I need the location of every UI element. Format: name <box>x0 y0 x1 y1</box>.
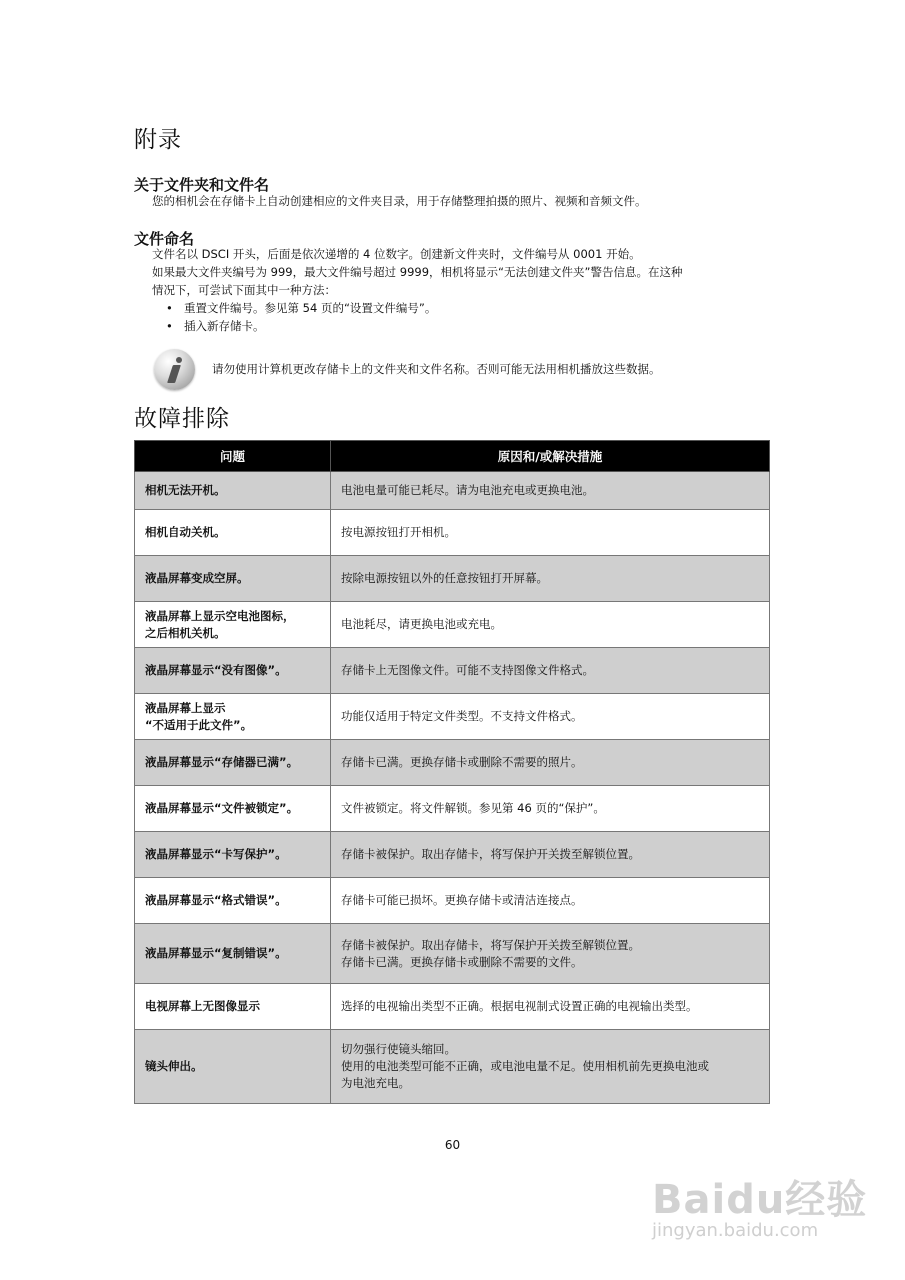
solution-text: 存储卡已满。更换存储卡或删除不需要的照片。 <box>341 755 583 769</box>
problem-cell <box>135 510 331 556</box>
solution-text: 存储卡可能已损坏。更换存储卡或清洁连接点。 <box>341 893 583 907</box>
solution-text: 选择的电视输出类型不正确。根据电视制式设置正确的电视输出类型。 <box>341 999 698 1013</box>
problem-text: 液晶屏幕显示“卡写保护”。 <box>145 847 287 861</box>
problem-cell <box>135 602 331 648</box>
problem-cell <box>135 786 331 832</box>
problem-text: 相机自动关机。 <box>145 525 226 539</box>
table-row <box>135 510 770 556</box>
solution-cell <box>331 556 770 602</box>
problem-cell <box>135 832 331 878</box>
table-row <box>135 648 770 694</box>
table-row <box>135 832 770 878</box>
problem-text: 液晶屏幕上显示 <box>145 700 226 715</box>
naming-heading: 文件命名 <box>134 230 195 248</box>
solution-text: 切勿强行使镜头缩回。 <box>341 1042 456 1056</box>
problem-text: 液晶屏幕显示“格式错误”。 <box>145 893 287 907</box>
header-problem: 问题 <box>135 441 331 472</box>
problem-text: 液晶屏幕显示“存储器已满”。 <box>145 755 299 769</box>
problem-cell <box>135 648 331 694</box>
problem-cell <box>135 1030 331 1104</box>
solution-cell <box>331 694 770 740</box>
troubleshooting-title: 故障排除 <box>134 406 230 432</box>
table-row <box>135 924 770 984</box>
solution-text: 功能仅适用于特定文件类型。不支持文件格式。 <box>341 709 583 723</box>
method-item: • 重置文件编号。参见第 54 页的“设置文件编号”。 <box>166 299 436 317</box>
table-header-row <box>135 441 770 472</box>
naming-line-1: 文件名以 DSCI 开头，后面是依次递增的 4 位数字。创建新文件夹时，文件编号从 0001 开始。 <box>152 247 641 261</box>
solution-cell <box>331 924 770 984</box>
naming-line-2: 如果最大文件夹编号为 999，最大文件编号超过 9999，相机将显示“无法创建文件夹”警告信息。在这种 <box>152 265 683 279</box>
problem-cell <box>135 984 331 1030</box>
solution-text: 存储卡上无图像文件。可能不支持图像文件格式。 <box>341 663 594 677</box>
solution-cell <box>331 740 770 786</box>
problem-cell <box>135 878 331 924</box>
solution-text: 电池耗尽，请更换电池或充电。 <box>341 617 502 631</box>
solution-text: 文件被锁定。将文件解锁。参见第 46 页的“保护”。 <box>341 801 605 815</box>
appendix-title: 附录 <box>134 127 182 153</box>
table-row <box>135 984 770 1030</box>
method-item: • 插入新存储卡。 <box>166 317 436 335</box>
table-row <box>135 740 770 786</box>
solution-text: 为电池充电。 <box>341 1076 410 1090</box>
table-row <box>135 556 770 602</box>
problem-text: 液晶屏幕上显示空电池图标， <box>145 608 295 623</box>
solution-text: 电池电量可能已耗尽。请为电池充电或更换电池。 <box>341 483 594 497</box>
note-text: 请勿使用计算机更改存储卡上的文件夹和文件名称。否则可能无法用相机播放这些数据。 <box>212 362 661 376</box>
problem-text: “不适用于此文件”。 <box>145 717 253 732</box>
watermark-logo: Baidu经验 <box>652 1177 868 1223</box>
solution-cell <box>331 472 770 510</box>
watermark-url: jingyan.baidu.com <box>652 1220 819 1241</box>
solution-text: 按电源按钮打开相机。 <box>341 525 456 539</box>
troubleshooting-table <box>134 440 770 1104</box>
solution-text: 存储卡被保护。取出存储卡，将写保护开关拨至解锁位置。 <box>341 847 640 861</box>
solution-cell <box>331 1030 770 1104</box>
problem-cell <box>135 472 331 510</box>
problem-text: 电视屏幕上无图像显示 <box>145 999 260 1013</box>
solution-cell <box>331 786 770 832</box>
header-solution: 原因和/或解决措施 <box>331 441 770 472</box>
solution-cell <box>331 602 770 648</box>
problem-cell <box>135 556 331 602</box>
solution-cell <box>331 878 770 924</box>
table-row <box>135 694 770 740</box>
problem-text: 液晶屏幕显示“文件被锁定”。 <box>145 801 299 815</box>
naming-line-3: 情况下，可尝试下面其中一种方法： <box>152 283 336 297</box>
page-number: 60 <box>444 1138 461 1152</box>
folder-heading: 关于文件夹和文件名 <box>134 176 270 194</box>
table-row <box>135 472 770 510</box>
problem-text: 液晶屏幕变成空屏。 <box>145 571 249 585</box>
folder-text: 您的相机会在存储卡上自动创建相应的文件夹目录，用于存储整理拍摄的照片、视频和音频文件。 <box>152 194 647 208</box>
problem-text: 液晶屏幕显示“复制错误”。 <box>145 946 287 960</box>
problem-cell <box>135 924 331 984</box>
problem-text: 之后相机关机。 <box>145 625 226 640</box>
solution-cell <box>331 832 770 878</box>
problem-cell <box>135 740 331 786</box>
table-row <box>135 786 770 832</box>
table-row <box>135 878 770 924</box>
problem-cell <box>135 694 331 740</box>
table-row <box>135 602 770 648</box>
solution-text: 按除电源按钮以外的任意按钮打开屏幕。 <box>341 571 548 585</box>
info-icon <box>154 349 195 390</box>
solution-cell <box>331 648 770 694</box>
solution-text: 存储卡被保护。取出存储卡，将写保护开关拨至解锁位置。 <box>341 937 640 952</box>
solution-cell <box>331 510 770 556</box>
solution-text: 使用的电池类型可能不正确，或电池电量不足。使用相机前先更换电池或 <box>341 1059 709 1073</box>
method-list <box>166 299 436 335</box>
problem-text: 液晶屏幕显示“没有图像”。 <box>145 663 287 677</box>
problem-text: 相机无法开机。 <box>145 483 226 497</box>
solution-cell <box>331 984 770 1030</box>
solution-text: 存储卡已满。更换存储卡或删除不需要的文件。 <box>341 954 583 969</box>
table-row <box>135 1030 770 1104</box>
problem-text: 镜头伸出。 <box>145 1059 203 1073</box>
